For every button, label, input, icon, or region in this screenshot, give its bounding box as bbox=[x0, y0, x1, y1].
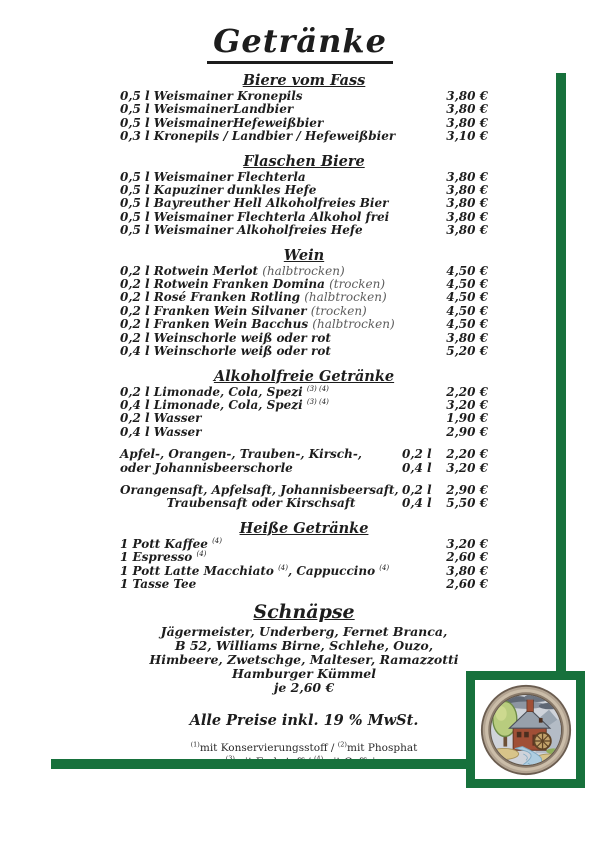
menu-item-row bbox=[120, 90, 488, 103]
item-price: 3,80 € bbox=[446, 330, 488, 345]
watermill-emblem bbox=[480, 684, 572, 776]
menu-item-row bbox=[120, 184, 488, 197]
item-price: 2,90 € bbox=[446, 482, 488, 497]
item-price: 3,80 € bbox=[446, 169, 488, 184]
item-price: 2,90 € bbox=[446, 424, 488, 439]
item-name: 1 Tasse Tee bbox=[120, 576, 197, 591]
item-name: 0,5 l WeismainerHefeweißbier bbox=[120, 115, 324, 130]
menu-item-row bbox=[120, 265, 488, 278]
item-price: 2,20 € bbox=[446, 447, 488, 462]
item-note: (trocken) bbox=[310, 303, 367, 318]
menu-item-row bbox=[120, 565, 488, 578]
section-heading: Schnäpse bbox=[253, 601, 355, 624]
menu-item-row bbox=[120, 291, 488, 304]
item-size: 0,4 l bbox=[402, 496, 432, 511]
item-name: 0,4 l Limonade, Cola, Spezi $^{(3) (4)}$ bbox=[120, 397, 329, 412]
menu-item-row bbox=[120, 103, 488, 116]
item-size: 0,2 l bbox=[402, 482, 432, 497]
schnapse-line: je 2,60 € bbox=[273, 679, 335, 695]
menu-item-row bbox=[120, 117, 488, 130]
footnote-marker: (3) (4) bbox=[306, 384, 329, 393]
menu-section-biere-vom-fass bbox=[120, 72, 488, 144]
menu-item-row bbox=[120, 130, 488, 143]
menu-section-alkoholfreie-getraenke bbox=[120, 368, 488, 440]
item-price: 4,50 € bbox=[446, 317, 488, 332]
item-price: 3,10 € bbox=[446, 129, 488, 144]
mwst-note: Alle Preise inkl. 19 % MwSt. bbox=[189, 712, 419, 730]
item-note: (trocken) bbox=[329, 277, 386, 292]
schnapse-line: B 52, Williams Birne, Schlehe, Ouzo, bbox=[174, 638, 434, 654]
item-note: (halbtrocken) bbox=[312, 317, 395, 332]
menu-item-row bbox=[120, 538, 488, 551]
item-name: 0,2 l Limonade, Cola, Spezi $^{(3) (4)}$ bbox=[120, 384, 329, 399]
item-price: 1,90 € bbox=[446, 411, 488, 426]
item-name: 0,5 l Bayreuther Hell Alkoholfreies Bier bbox=[120, 196, 389, 211]
menu-section-saefte bbox=[120, 484, 488, 511]
section-heading: Flaschen Biere bbox=[243, 152, 365, 170]
menu-item-row bbox=[120, 497, 488, 510]
item-price: 3,80 € bbox=[446, 209, 488, 224]
item-name: 0,2 l Rotwein Merlot (halbtrocken) bbox=[120, 263, 345, 278]
schnapse-line: Jägermeister, Underberg, Fernet Branca, bbox=[160, 624, 448, 640]
menu-item-row bbox=[120, 332, 488, 345]
item-name: 0,5 l Kapuziner dunkles Hefe bbox=[120, 183, 317, 198]
menu-content bbox=[120, 72, 488, 769]
item-name: 1 Espresso $^{(4)}$ bbox=[120, 550, 207, 565]
menu-item-row bbox=[120, 211, 488, 224]
item-price: 3,80 € bbox=[446, 102, 488, 117]
item-name: 0,2 l Wasser bbox=[120, 411, 202, 426]
item-name: 0,2 l Weinschorle weiß oder rot bbox=[120, 330, 331, 345]
item-price: 5,20 € bbox=[446, 344, 488, 359]
menu-item-row bbox=[120, 426, 488, 439]
item-price: 3,80 € bbox=[446, 223, 488, 238]
item-note: (halbtrocken) bbox=[304, 290, 387, 305]
item-name: 0,2 l Rosé Franken Rotling (halbtrocken) bbox=[120, 290, 387, 305]
item-note: (halbtrocken) bbox=[262, 263, 345, 278]
item-price: 3,80 € bbox=[446, 196, 488, 211]
item-price: 2,60 € bbox=[446, 576, 488, 591]
item-name: 0,5 l Weismainer Kronepils bbox=[120, 89, 303, 103]
item-price: 3,80 € bbox=[446, 115, 488, 130]
item-name: 0,3 l Kronepils / Landbier / Hefeweißbier bbox=[120, 129, 396, 144]
menu-item-row bbox=[120, 305, 488, 318]
item-name: 0,2 l Franken Wein Bacchus (halbtrocken) bbox=[120, 317, 395, 332]
item-price: 4,50 € bbox=[446, 290, 488, 305]
item-name: 0,5 l Weismainer Flechterla Alkohol frei bbox=[120, 209, 390, 224]
menu-item-row bbox=[120, 197, 488, 210]
menu-item-row bbox=[120, 412, 488, 425]
menu-sections bbox=[120, 72, 488, 694]
menu-item-row bbox=[120, 171, 488, 184]
item-price: 3,80 € bbox=[446, 89, 488, 103]
item-price: 2,60 € bbox=[446, 550, 488, 565]
footnote-line: $^{(1)}$mit Konservierungsstoff / $^{(2)}$mit Phosphat bbox=[190, 740, 418, 755]
item-name: 0,4 l Wasser bbox=[120, 424, 202, 439]
item-name: 0,5 l Weismainer Alkoholfreies Hefe bbox=[120, 223, 363, 238]
item-price: 3,80 € bbox=[446, 563, 488, 578]
menu-section-heisse-getraenke bbox=[120, 520, 488, 592]
item-name: 0,5 l WeismainerLandbier bbox=[120, 102, 294, 117]
menu-item-row bbox=[120, 448, 488, 461]
logo-box bbox=[466, 671, 585, 788]
menu-item-row bbox=[120, 318, 488, 331]
item-name: oder Johannisbeerschorle bbox=[120, 460, 293, 475]
item-size: 0,4 l bbox=[402, 460, 432, 475]
section-heading: Wein bbox=[283, 246, 325, 264]
item-price: 2,20 € bbox=[446, 384, 488, 399]
menu-section-schorle bbox=[120, 448, 488, 475]
footnote-marker: (4) bbox=[212, 536, 222, 545]
item-price: 3,20 € bbox=[446, 460, 488, 475]
item-price: 4,50 € bbox=[446, 303, 488, 318]
menu-section-wein bbox=[120, 247, 488, 359]
menu-item-row bbox=[120, 578, 488, 591]
item-name: Orangensaft, Apfelsaft, Johannisbeersaft, bbox=[120, 482, 399, 497]
footnote-marker: (4) bbox=[278, 563, 288, 572]
green-vertical-line bbox=[556, 73, 566, 673]
menu-section-flaschen-biere bbox=[120, 153, 488, 238]
menu-item-row bbox=[120, 484, 488, 497]
item-size: 0,2 l bbox=[402, 447, 432, 462]
section-heading: Alkoholfreie Getränke bbox=[213, 367, 395, 385]
footnote-marker: (4) bbox=[196, 550, 207, 559]
menu-item-row bbox=[120, 345, 488, 358]
item-name: 0,5 l Weismainer Flechterla bbox=[120, 169, 306, 184]
item-name: Apfel-, Orangen-, Trauben-, Kirsch-, bbox=[120, 447, 362, 462]
item-price: 4,50 € bbox=[446, 277, 488, 292]
footnote-marker: (3) (4) bbox=[306, 397, 329, 406]
item-name: 0,2 l Rotwein Franken Domina (trocken) bbox=[120, 277, 386, 292]
item-name: 1 Pott Latte Macchiato $^{(4)}$, Cappuccino $^{(4)}$ bbox=[120, 563, 390, 578]
item-price: 3,80 € bbox=[446, 183, 488, 198]
item-name: 0,4 l Weinschorle weiß oder rot bbox=[120, 344, 331, 359]
green-horizontal-line bbox=[51, 759, 467, 769]
item-price: 3,20 € bbox=[446, 536, 488, 551]
page-title: Getränke bbox=[0, 22, 600, 60]
menu-item-row bbox=[120, 224, 488, 237]
section-heading: Heiße Getränke bbox=[239, 519, 369, 537]
item-price: 3,20 € bbox=[446, 397, 488, 412]
menu-item-row bbox=[120, 386, 488, 399]
item-price: 5,50 € bbox=[446, 496, 488, 511]
schnapse-line: Himbeere, Zwetschge, Malteser, Ramazzotti bbox=[149, 651, 459, 667]
menu-item-row bbox=[120, 399, 488, 412]
menu-item-row bbox=[120, 462, 488, 475]
menu-item-row bbox=[120, 551, 488, 564]
section-heading: Biere vom Fass bbox=[242, 72, 366, 89]
menu-section-schnaepse bbox=[120, 600, 488, 694]
menu-item-row bbox=[120, 278, 488, 291]
item-price: 4,50 € bbox=[446, 263, 488, 278]
item-name: 0,2 l Franken Wein Silvaner (trocken) bbox=[120, 303, 367, 318]
item-name: 1 Pott Kaffee $^{(4)}$ bbox=[120, 536, 222, 551]
item-name: Traubensaft oder Kirschsaft bbox=[166, 496, 356, 511]
footnote-marker: (4) bbox=[379, 563, 390, 572]
schnapse-line: Hamburger Kümmel bbox=[231, 665, 376, 681]
